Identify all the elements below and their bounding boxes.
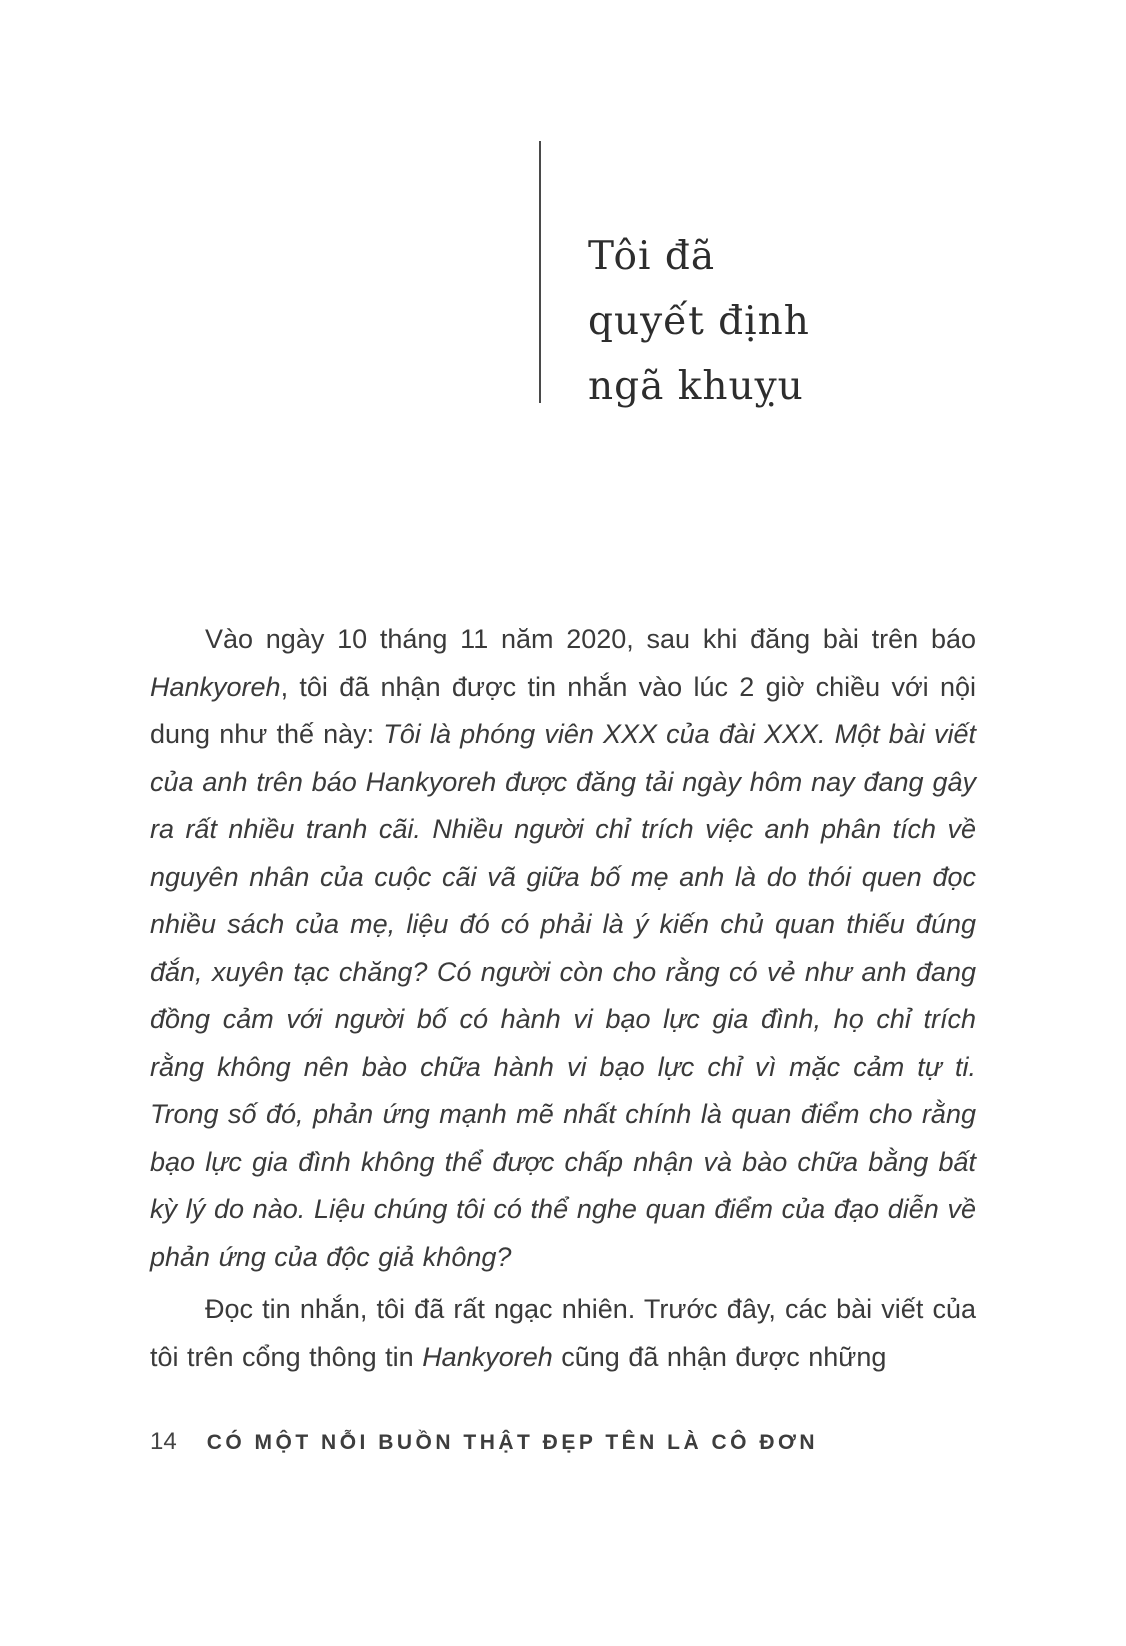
running-title: CÓ MỘT NỖI BUỒN THẬT ĐẸP TÊN LÀ CÔ ĐƠN xyxy=(206,1431,819,1454)
body-text xyxy=(150,616,976,1381)
paragraph-1-intro: Vào ngày 10 tháng 11 năm 2020, sau khi đăng bài trên báo xyxy=(205,624,976,654)
chapter-title xyxy=(588,224,810,419)
page-number: 14 xyxy=(150,1428,177,1455)
title-divider-line xyxy=(539,141,541,403)
paragraph-2-publication-name: Hankyoreh xyxy=(422,1341,553,1372)
paragraph-2 xyxy=(150,1286,976,1381)
paragraph-1-publication-name: Hankyoreh xyxy=(150,671,281,702)
paragraph-1 xyxy=(150,616,976,1281)
page-footer xyxy=(150,1428,818,1456)
chapter-title-line-2: quyết định xyxy=(588,299,810,344)
chapter-title-line-1: Tôi đã xyxy=(588,234,716,279)
paragraph-2-continuation: cũng đã nhận được những xyxy=(552,1341,887,1372)
chapter-title-line-3: ngã khuỵu xyxy=(588,364,804,409)
paragraph-2-intro: Đọc tin nhắn, tôi đã rất ngạc nhiên. Trước đây, các bài viết của tôi trên cổng thông tin xyxy=(150,1294,976,1372)
paragraph-1-continuation: , tôi đã nhận được tin nhắn vào lúc 2 giờ chiều với nội dung như thế này: xyxy=(150,671,976,749)
paragraph-1-quoted-message: Tôi là phóng viên XXX của đài XXX. Một bài viết của anh trên báo Hankyoreh được đăng tải ngày hôm nay đang gây ra rất nhiều tranh cãi. Nhiều người chỉ trích việc anh phân tích về nguyên nhân của cuộc cãi vã giữa bố mẹ anh là do thói quen đọc nhiều sách của mẹ, liệu đó có phải là ý kiến chủ quan thiếu đúng đắn, xuyên tạc chăng? Có người còn cho rằng có vẻ như anh đang đồng cảm với người bố có hành vi bạo lực gia đình, họ chỉ trích rằng không nên bào chữa hành vi bạo lực chỉ vì mặc cảm tự ti. Trong số đó, phản ứng mạnh mẽ nhất chính là quan điểm cho rằng bạo lực gia đình không thể được chấp nhận và bào chữa bằng bất kỳ lý do nào. Liệu chúng tôi có thể nghe quan điểm của đạo diễn về phản ứng của độc giả không? xyxy=(150,719,976,1272)
